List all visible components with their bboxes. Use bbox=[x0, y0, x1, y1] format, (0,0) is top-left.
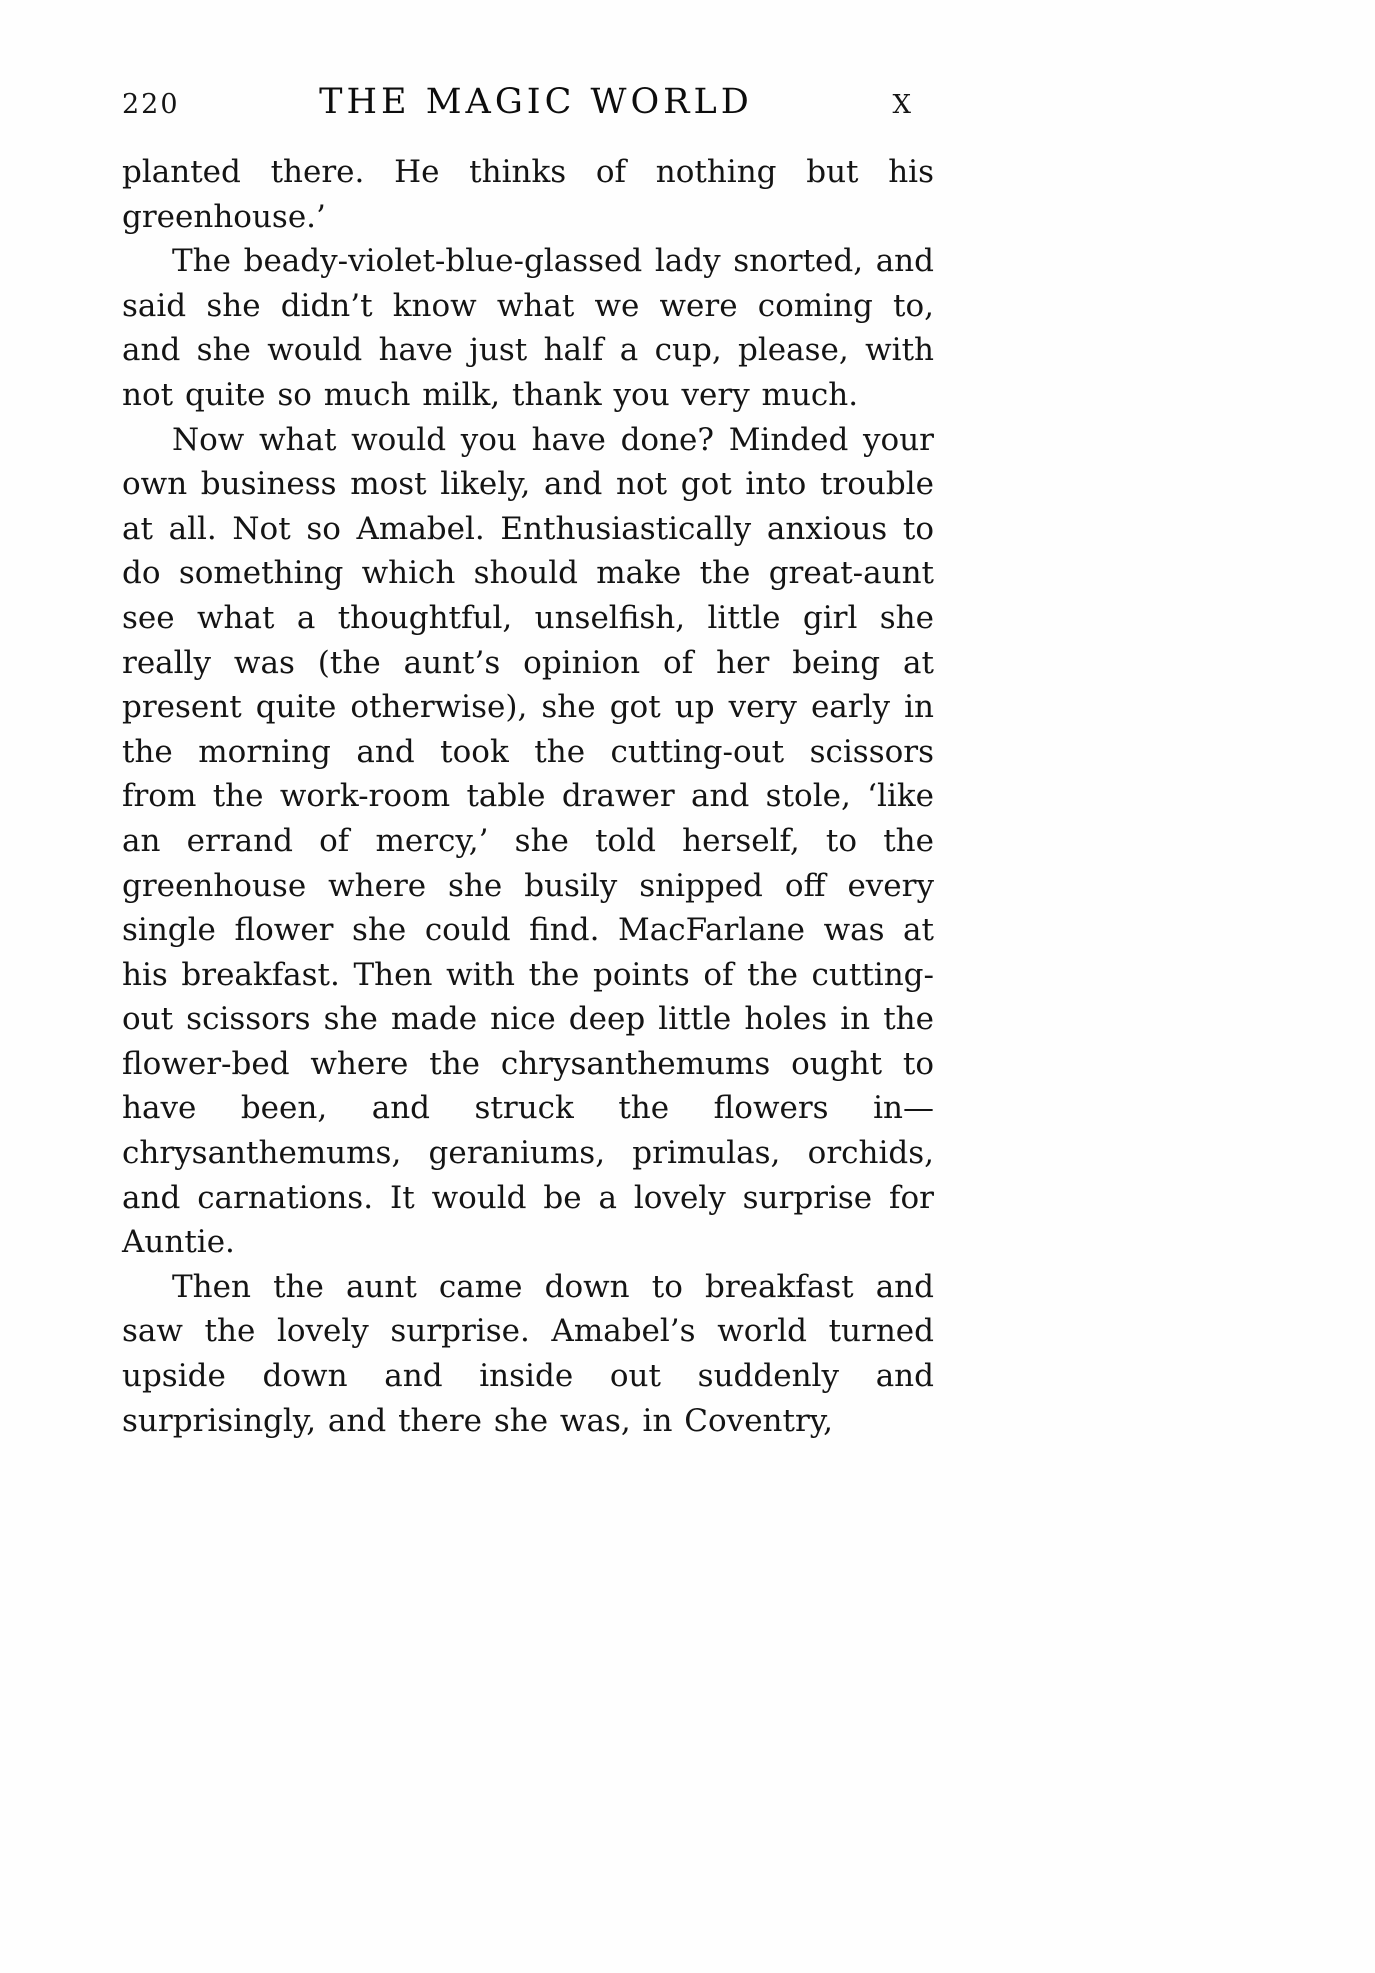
book-title: THE MAGIC WORLD bbox=[319, 82, 753, 122]
paragraph: Then the aunt came down to breakfast and saw the lovely surprise. Amabel’s world turned upside down and inside out suddenly and surprisingly, and there she was, in Coventry, bbox=[122, 1268, 934, 1439]
running-header bbox=[122, 82, 934, 122]
body-text bbox=[122, 150, 934, 1443]
paragraph-continuation: planted there. He thinks of nothing but his greenhouse.’ bbox=[122, 154, 934, 235]
page-number: 220 bbox=[122, 89, 180, 120]
paragraph: The beady-violet-blue-glassed lady snorted, and said she didn’t know what we were coming to, and she would have just half a cup, please, with not quite so much milk, thank you very much. bbox=[122, 243, 934, 413]
page-content bbox=[122, 82, 934, 1443]
chapter-number: X bbox=[892, 90, 912, 120]
paragraph: Now what would you have done? Minded your own business most likely, and not got into trouble at all. Not so Amabel. Enthusiastically anxious to do something which should make the great-aunt see what a thoughtful, unselfish, little girl she really was (the aunt’s opinion of her being at present quite otherwise), she got up very early in the morning and took the cutting-out scissors from the work-room table drawer and stole, ‘like an errand of mercy,’ she told herself, to the greenhouse where she busily snipped off every single flower she could find. MacFarlane was at his breakfast. Then with the points of the cutting-out scissors she made nice deep little holes in the flower-bed where the chrysanthemums ought to have been, and struck the flowers in—chrysanthemums, geraniums, primulas, orchids, and carnations. It would be a lovely surprise for Auntie. bbox=[122, 421, 934, 1261]
